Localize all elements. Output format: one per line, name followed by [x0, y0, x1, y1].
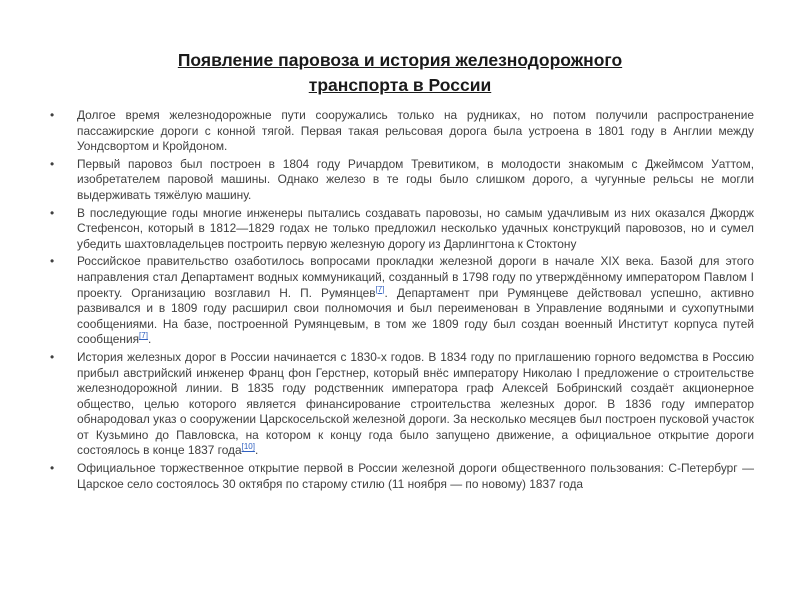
- slide-title-line-1: Появление паровоза и история железнодорожного: [177, 50, 623, 70]
- slide-title-line-2: транспорта в России: [308, 75, 492, 95]
- bullet-text: • Долгое время железнодорожные пути сооружались только на рудниках, но потом получили распространение пассажирские дороги с конной тягой. Первая такая рельсовая дорога была устроена в 1801 году в Англии между Уондсвортом и Кройдоном.: [77, 108, 754, 154]
- bullet-item-wagonways: [48, 108, 754, 155]
- bullet-text-part: . Департамент при Румянцеве действовал успешно, активно развивался и в 1809 году расширил свои полномочия и был переименован в Управление водяными и сухопутными сообщениями. На базе, построенной Румянцевым, в том же 1809 году был создан военный Институт корпуса путей сообщения: [77, 285, 754, 347]
- bullet-text-part: .: [254, 443, 259, 458]
- bullet-text-part: Российское правительство озаботилось вопросами прокладки железной дороги в начале XIX века. Базой для этого направления стал Департамент водных коммуникаций, созданный в 1798 году по утверждённому императором Павлом I проекту. Организацию возглавил Н. П. Румянцев: [77, 254, 754, 300]
- bullet-text: • В последующие годы многие инженеры пытались создавать паровозы, но самым удачливым из них оказался Джордж Стефенсон, который в 1812—1829 годах не только предложил несколько удачных конструкций паровозов, но и сумел убедить шахтовладельцев построить первую железную дорогу из Дарлингтона к Стоктону: [77, 205, 754, 251]
- bullet-list: [48, 108, 754, 494]
- footnote-link[interactable]: [7]: [375, 284, 385, 294]
- slide-title: [100, 48, 700, 98]
- bullet-item-russia-history: [48, 350, 754, 459]
- bullet-text: • Первый паровоз был построен в 1804 году Ричардом Тревитиком, в молодости знакомым с Джеймсом Уаттом, изобретателем паровой машины. Однако железо в те годы было слишком дорого, а чугунные рельсы не могли выдерживать тяжёлую машину.: [77, 156, 754, 202]
- bullet-item-trevithick: [48, 157, 754, 204]
- footnote-link[interactable]: [7]: [139, 331, 148, 341]
- bullet-text: [77, 350, 754, 459]
- bullet-item-stephenson: [48, 206, 754, 253]
- bullet-item-official-opening: [48, 461, 754, 492]
- bullet-text: • Официальное торжественное открытие первой в России железной дороги общественного пользования: С-Петербург — Царское село состоялось 30 октября по старому стилю (11 ноября — по новому) 1837 года: [77, 461, 754, 491]
- bullet-text-part: .: [147, 332, 152, 347]
- bullet-text-part: История железных дорог в России начинается с 1830-х годов. В 1834 году по приглашению горного ведомства в Россию прибыл австрийский инженер Франц фон Герстнер, который внёс императору Николаю I предложение о строительстве железнодорожной линии. В 1835 году родственник императора граф Алексей Бобринский создаёт акционерное общество, целью которого является финансирование строительства железных дорог. В 1836 году император обнародовал указ о сооружении Царскосельской железной дороги. За несколько месяцев был построен пусковой участок от Кузьмино до Павловска, на котором к концу года было запущено движение, а официальное открытие дороги состоялось в конце 1837 года: [77, 349, 754, 458]
- bullet-text: [77, 254, 754, 348]
- footnote-link[interactable]: [10]: [241, 442, 255, 452]
- bullet-item-rumyantsev: [48, 254, 754, 348]
